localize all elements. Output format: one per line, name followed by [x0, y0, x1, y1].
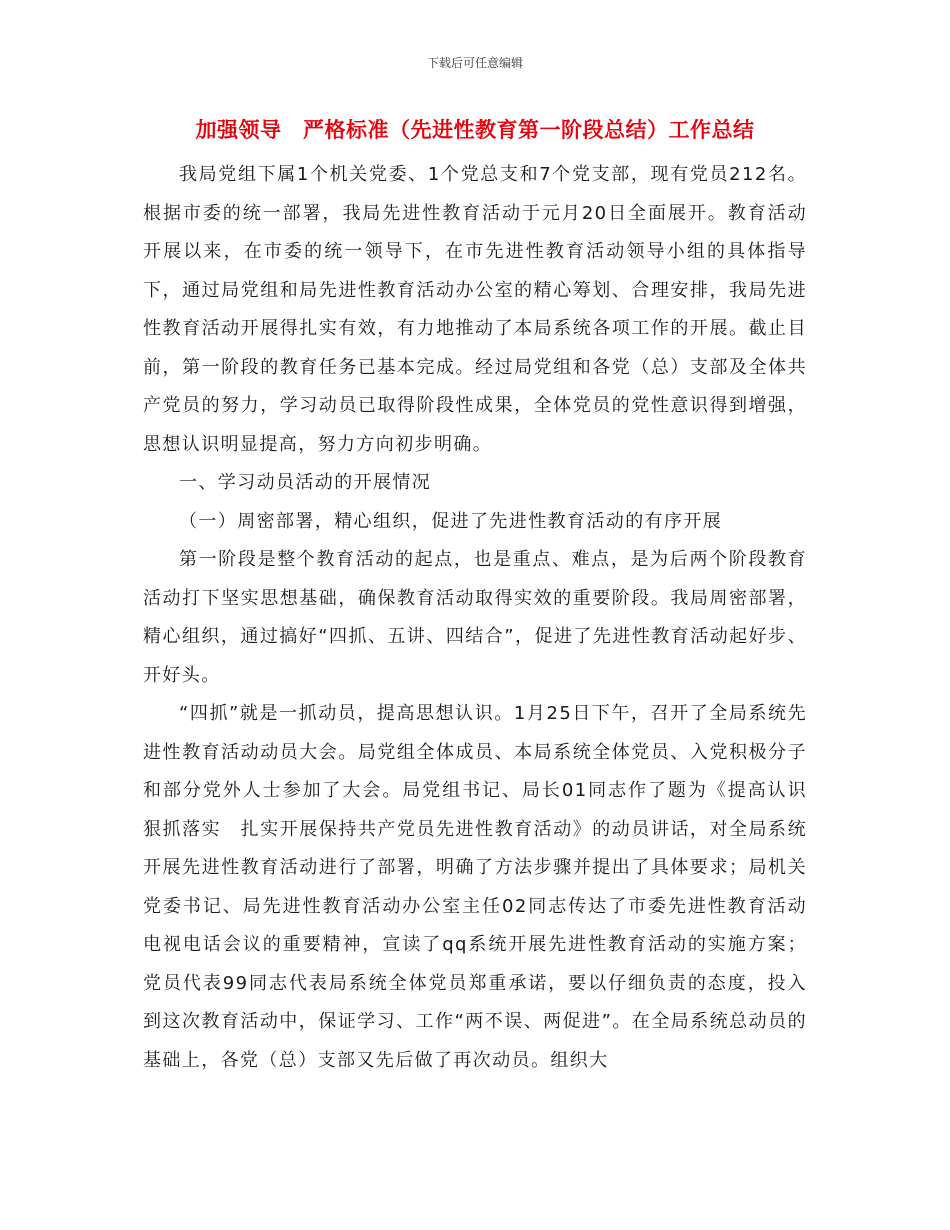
subsection-heading-1: （一）周密部署，精心组织，促进了先进性教育活动的有序开展 [179, 510, 723, 532]
document-title: 加强领导 严格标准（先进性教育第一阶段总结）工作总结 [195, 118, 755, 142]
paragraph-stage-one: 第一阶段是整个教育活动的起点，也是重点、难点，是为后两个阶段教育活动打下坚实思想基础，确保教育活动取得实效的重要阶段。我局周密部署，精心组织，通过搞好“四抓、五讲、四结合”，促进了先进性教育活动起好步、开好头。 [143, 549, 807, 686]
paragraph-intro: 我局党组下属1个机关党委、1个党总支和7个党支部，现有党员212名。根据市委的统一部署，我局先进性教育活动于元月20日全面展开。教育活动开展以来，在市委的统一领导下，在市先进性教育活动领导小组的具体指导下，通过局党组和局先进性教育活动办公室的精心筹划、合理安排，我局先进性教育活动开展得扎实有效，有力地推动了本局系统各项工作的开展。截止目前，第一阶段的教育任务已基本完成。经过局党组和各党（总）支部及全体共产党员的努力，学习动员已取得阶段性成果，全体党员的党性意识得到增强，思想认识明显提高，努力方向初步明确。 [143, 164, 807, 455]
section-heading-1: 一、学习动员活动的开展情况 [179, 472, 432, 493]
paragraph-four-grasps: “四抓”就是一抓动员，提高思想认识。1月25日下午，召开了全局系统先进性教育活动动员大会。局党组全体成员、本局系统全体党员、入党积极分子和部分党外人士参加了大会。局党组书记、局长01同志作了题为《提高认识 狠抓落实 扎实开展保持共产党员先进性教育活动》的动员讲话，对全局系统开展先进性教育活动进行了部署，明确了方法步骤并提出了具体要求；局机关党委书记、局先进性教育活动办公室主任02同志传达了市委先进性教育活动电视电话会议的重要精神，宣读了qq系统开展先进性教育活动的实施方案；党员代表99同志代表局系统全体党员郑重承诺，要以仔细负责的态度，投入到这次教育活动中，保证学习、工作“两不误、两促进”。在全局系统总动员的基础上，各党（总）支部又先后做了再次动员。组织大 [143, 703, 827, 1071]
page-header: 下载后可任意编辑 [426, 56, 523, 70]
document-body [143, 156, 827, 1080]
